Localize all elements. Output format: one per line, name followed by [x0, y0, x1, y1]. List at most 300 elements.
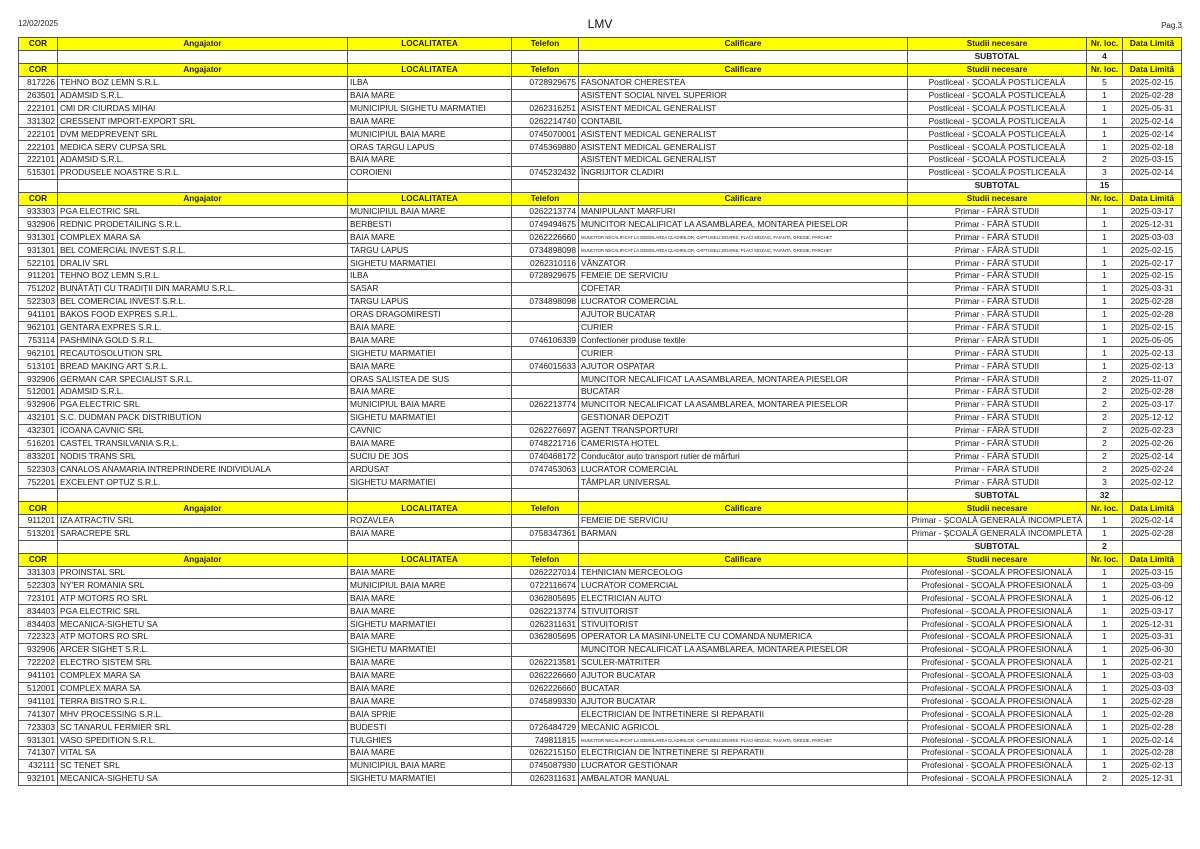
- cell-qualification: BARMAN: [579, 527, 908, 540]
- cell-deadline: 2025-03-03: [1123, 682, 1182, 695]
- cell-cor: 512001: [19, 386, 58, 399]
- empty-cell: [19, 540, 58, 553]
- cell-qualification: AJUTOR BUCATAR: [579, 308, 908, 321]
- cell-deadline: 2025-02-13: [1123, 347, 1182, 360]
- cell-qualification: MANIPULANT MARFURI: [579, 205, 908, 218]
- cell-positions: 3: [1087, 476, 1123, 489]
- cell-qualification: TEHNICIAN MERCEOLOG: [579, 566, 908, 579]
- cell-qualification: MUNCITOR NECALIFICAT LA DEMOLAREA CLADIRILOR, CAPTUSELI ZIDARIE, PLACI MOZAIC, FAIANTA, GRESIE, PARCHET: [579, 244, 908, 257]
- table-row: [19, 746, 1182, 759]
- cell-positions: 3: [1087, 166, 1123, 179]
- empty-cell: [19, 50, 58, 63]
- cell-positions: 1: [1087, 115, 1123, 128]
- cell-positions: 2: [1087, 424, 1123, 437]
- empty-cell: [512, 540, 579, 553]
- cell-qualification: LUCRATOR COMERCIAL: [579, 295, 908, 308]
- cell-deadline: 2025-11-07: [1123, 373, 1182, 386]
- subtotal-value: 15: [1087, 179, 1123, 192]
- cell-locality: ORAS SALISTEA DE SUS: [348, 373, 512, 386]
- column-header-deadline: Data Limită: [1123, 553, 1182, 566]
- cell-qualification: Conducător auto transport rutier de mărfuri: [579, 450, 908, 463]
- table-row: [19, 669, 1182, 682]
- cell-locality: BAIA SPRIE: [348, 708, 512, 721]
- cell-positions: 1: [1087, 347, 1123, 360]
- subtotal-label: SUBTOTAL: [908, 50, 1087, 63]
- cell-studies: Primar - FĂRĂ STUDII: [908, 347, 1087, 360]
- subtotal-row: [19, 540, 1182, 553]
- cell-studies: Primar - ȘCOALĂ GENERALĂ INCOMPLETĂ: [908, 527, 1087, 540]
- cell-cor: 911201: [19, 270, 58, 283]
- cell-employer: ADAMSID S.R.L.: [58, 89, 348, 102]
- cell-positions: 1: [1087, 566, 1123, 579]
- column-header-cor: COR: [19, 502, 58, 515]
- column-header-employer: Angajator: [58, 502, 348, 515]
- cell-positions: 1: [1087, 89, 1123, 102]
- cell-deadline: 2025-12-31: [1123, 618, 1182, 631]
- cell-cor: 723101: [19, 592, 58, 605]
- cell-positions: 1: [1087, 270, 1123, 283]
- cell-employer: GENTARA EXPRES S.R.L.: [58, 321, 348, 334]
- column-header-cor: COR: [19, 553, 58, 566]
- cell-cor: 432101: [19, 411, 58, 424]
- cell-studies: Profesional - ȘCOALĂ PROFESIONALĂ: [908, 772, 1087, 785]
- cell-deadline: 2025-03-03: [1123, 669, 1182, 682]
- cell-qualification: ASISTENT MEDICAL GENERALIST: [579, 154, 908, 167]
- cell-deadline: 2025-02-28: [1123, 89, 1182, 102]
- cell-qualification: Confectioner produse textile: [579, 334, 908, 347]
- column-header-qualification: Calificare: [579, 553, 908, 566]
- table-row: [19, 141, 1182, 154]
- cell-cor: 222101: [19, 128, 58, 141]
- column-header-cor: COR: [19, 63, 58, 76]
- cell-deadline: 2025-03-31: [1123, 282, 1182, 295]
- cell-qualification: MUNCITOR NECALIFICAT LA ASAMBLAREA, MONTAREA PIESELOR: [579, 643, 908, 656]
- cell-phone: 0262226660: [512, 669, 579, 682]
- cell-locality: ILBA: [348, 270, 512, 283]
- cell-qualification: BUCATAR: [579, 682, 908, 695]
- cell-phone: 0745087930: [512, 759, 579, 772]
- cell-qualification: SCULER-MATRITER: [579, 656, 908, 669]
- cell-qualification: STIVUITORIST: [579, 618, 908, 631]
- column-header-deadline: Data Limită: [1123, 38, 1182, 51]
- table-row: [19, 308, 1182, 321]
- cell-positions: 2: [1087, 398, 1123, 411]
- cell-locality: BAIA MARE: [348, 656, 512, 669]
- cell-positions: 2: [1087, 450, 1123, 463]
- cell-studies: Primar - FĂRĂ STUDII: [908, 476, 1087, 489]
- cell-qualification: LUCRATOR GESTIONAR: [579, 759, 908, 772]
- cell-phone: 0362805695: [512, 592, 579, 605]
- empty-cell: [579, 179, 908, 192]
- cell-employer: ELECTRO SISTEM SRL: [58, 656, 348, 669]
- cell-studies: Primar - FĂRĂ STUDII: [908, 308, 1087, 321]
- cell-studies: Primar - FĂRĂ STUDII: [908, 424, 1087, 437]
- table-row: [19, 514, 1182, 527]
- table-header-row: [19, 553, 1182, 566]
- empty-cell: [1123, 179, 1182, 192]
- cell-deadline: 2025-02-28: [1123, 721, 1182, 734]
- cell-studies: Primar - FĂRĂ STUDII: [908, 218, 1087, 231]
- cell-studies: Postliceal - ȘCOALĂ POSTLICEALĂ: [908, 76, 1087, 89]
- cell-employer: TERRA BISTRO S.R.L.: [58, 695, 348, 708]
- cell-deadline: 2025-02-14: [1123, 734, 1182, 747]
- cell-locality: ILBA: [348, 76, 512, 89]
- cell-qualification: AJUTOR BUCATAR: [579, 695, 908, 708]
- subtotal-value: 2: [1087, 540, 1123, 553]
- cell-employer: TEHNO BOZ LEMN S.R.L.: [58, 76, 348, 89]
- cell-studies: Primar - ȘCOALĂ GENERALĂ INCOMPLETĂ: [908, 514, 1087, 527]
- table-row: [19, 128, 1182, 141]
- cell-positions: 1: [1087, 643, 1123, 656]
- cell-positions: 1: [1087, 102, 1123, 115]
- empty-cell: [512, 50, 579, 63]
- cell-cor: 817226: [19, 76, 58, 89]
- cell-phone: [512, 282, 579, 295]
- column-header-positions: Nr. loc.: [1087, 63, 1123, 76]
- column-header-qualification: Calificare: [579, 192, 908, 205]
- cell-locality: BAIA MARE: [348, 566, 512, 579]
- cell-positions: 1: [1087, 514, 1123, 527]
- empty-cell: [58, 50, 348, 63]
- cell-cor: 522303: [19, 463, 58, 476]
- cell-positions: 1: [1087, 244, 1123, 257]
- column-header-locality: LOCALITATEA: [348, 502, 512, 515]
- cell-locality: MUNICIPIUL BAIA MARE: [348, 579, 512, 592]
- cell-phone: 0746015633: [512, 360, 579, 373]
- cell-deadline: 2025-03-17: [1123, 605, 1182, 618]
- subtotal-value: 32: [1087, 489, 1123, 502]
- cell-studies: Primar - FĂRĂ STUDII: [908, 411, 1087, 424]
- cell-studies: Profesional - ȘCOALĂ PROFESIONALĂ: [908, 669, 1087, 682]
- cell-locality: COROIENI: [348, 166, 512, 179]
- table-row: [19, 334, 1182, 347]
- cell-phone: 0745070001: [512, 128, 579, 141]
- table-row: [19, 270, 1182, 283]
- cell-employer: GERMAN CAR SPECIALIST S.R.L.: [58, 373, 348, 386]
- cell-studies: Primar - FĂRĂ STUDII: [908, 373, 1087, 386]
- cell-deadline: 2025-02-13: [1123, 360, 1182, 373]
- cell-employer: DRALIV SRL: [58, 257, 348, 270]
- column-header-employer: Angajator: [58, 553, 348, 566]
- cell-employer: ADAMSID S.R.L.: [58, 154, 348, 167]
- cell-qualification: FEMEIE DE SERVICIU: [579, 514, 908, 527]
- cell-deadline: 2025-02-18: [1123, 141, 1182, 154]
- table-row: [19, 721, 1182, 734]
- cell-employer: NY'ER ROMANIA SRL: [58, 579, 348, 592]
- cell-cor: 522303: [19, 295, 58, 308]
- cell-qualification: ELECTRICIAN AUTO: [579, 592, 908, 605]
- cell-positions: 1: [1087, 205, 1123, 218]
- cell-cor: 931301: [19, 244, 58, 257]
- table-row: [19, 244, 1182, 257]
- cell-locality: BERBESTI: [348, 218, 512, 231]
- column-header-phone: Telefon: [512, 192, 579, 205]
- table-row: [19, 656, 1182, 669]
- column-header-employer: Angajator: [58, 63, 348, 76]
- cell-locality: SIGHETU MARMATIEI: [348, 772, 512, 785]
- cell-qualification: GESTIONAR DEPOZIT: [579, 411, 908, 424]
- cell-studies: Primar - FĂRĂ STUDII: [908, 398, 1087, 411]
- table-row: [19, 566, 1182, 579]
- empty-cell: [579, 489, 908, 502]
- cell-cor: 941101: [19, 669, 58, 682]
- cell-studies: Profesional - ȘCOALĂ PROFESIONALĂ: [908, 721, 1087, 734]
- cell-studies: Postliceal - ȘCOALĂ POSTLICEALĂ: [908, 128, 1087, 141]
- cell-locality: BAIA MARE: [348, 321, 512, 334]
- cell-studies: Primar - FĂRĂ STUDII: [908, 257, 1087, 270]
- empty-cell: [348, 489, 512, 502]
- cell-phone: [512, 476, 579, 489]
- cell-cor: 722202: [19, 656, 58, 669]
- empty-cell: [1123, 540, 1182, 553]
- cell-phone: [512, 347, 579, 360]
- cell-employer: SC TENET SRL: [58, 759, 348, 772]
- cell-positions: 1: [1087, 282, 1123, 295]
- cell-locality: BAIA MARE: [348, 695, 512, 708]
- cell-locality: SIGHETU MARMATIEI: [348, 347, 512, 360]
- cell-positions: 2: [1087, 411, 1123, 424]
- cell-employer: SC TANARUL FERMIER SRL: [58, 721, 348, 734]
- cell-positions: 1: [1087, 334, 1123, 347]
- column-header-locality: LOCALITATEA: [348, 192, 512, 205]
- cell-employer: BEL COMERCIAL INVEST S.R.L.: [58, 244, 348, 257]
- cell-qualification: FEMEIE DE SERVICIU: [579, 270, 908, 283]
- table-header-row: [19, 38, 1182, 51]
- cell-deadline: 2025-03-09: [1123, 579, 1182, 592]
- document-title: LMV: [587, 17, 613, 31]
- cell-qualification: VÂNZATOR: [579, 257, 908, 270]
- cell-locality: MUNICIPIUL BAIA MARE: [348, 205, 512, 218]
- cell-deadline: 2025-02-15: [1123, 321, 1182, 334]
- cell-deadline: 2025-02-12: [1123, 476, 1182, 489]
- cell-locality: SIGHETU MARMATIEI: [348, 257, 512, 270]
- cell-cor: 941101: [19, 308, 58, 321]
- table-row: [19, 695, 1182, 708]
- cell-locality: SASAR: [348, 282, 512, 295]
- cell-cor: 515301: [19, 166, 58, 179]
- cell-deadline: 2025-02-28: [1123, 386, 1182, 399]
- cell-locality: BAIA MARE: [348, 231, 512, 244]
- cell-cor: 222101: [19, 141, 58, 154]
- cell-phone: [512, 154, 579, 167]
- cell-positions: 1: [1087, 746, 1123, 759]
- cell-studies: Primar - FĂRĂ STUDII: [908, 321, 1087, 334]
- cell-cor: 516201: [19, 437, 58, 450]
- cell-employer: COMPLEX MARA SA: [58, 669, 348, 682]
- empty-cell: [348, 50, 512, 63]
- table-row: [19, 527, 1182, 540]
- cell-phone: 0726484729: [512, 721, 579, 734]
- cell-qualification: MUNCITOR NECALIFICAT LA ASAMBLAREA, MONTAREA PIESELOR: [579, 218, 908, 231]
- cell-qualification: MUNCITOR NECALIFICAT LA DEMOLAREA CLADIRILOR, CAPTUSELI ZIDARIE, PLACI MOZAIC, FAIANTA, GRESIE, PARCHET: [579, 734, 908, 747]
- column-header-phone: Telefon: [512, 38, 579, 51]
- cell-phone: [512, 89, 579, 102]
- cell-positions: 1: [1087, 618, 1123, 631]
- cell-phone: 0262310116: [512, 257, 579, 270]
- table-row: [19, 579, 1182, 592]
- cell-employer: COMPLEX MARA SA: [58, 682, 348, 695]
- cell-studies: Postliceal - ȘCOALĂ POSTLICEALĂ: [908, 154, 1087, 167]
- cell-positions: 1: [1087, 734, 1123, 747]
- column-header-studies: Studii necesare: [908, 192, 1087, 205]
- cell-positions: 1: [1087, 308, 1123, 321]
- cell-positions: 1: [1087, 321, 1123, 334]
- cell-employer: ATP MOTORS RO SRL: [58, 592, 348, 605]
- table-row: [19, 231, 1182, 244]
- cell-studies: Profesional - ȘCOALĂ PROFESIONALĂ: [908, 643, 1087, 656]
- cell-cor: 932906: [19, 218, 58, 231]
- cell-locality: SIGHETU MARMATIEI: [348, 618, 512, 631]
- column-header-locality: LOCALITATEA: [348, 38, 512, 51]
- empty-cell: [19, 489, 58, 502]
- cell-locality: BAIA MARE: [348, 527, 512, 540]
- cell-studies: Profesional - ȘCOALĂ PROFESIONALĂ: [908, 605, 1087, 618]
- subtotal-row: [19, 179, 1182, 192]
- cell-deadline: 2025-02-14: [1123, 128, 1182, 141]
- cell-employer: DVM MEDPREVENT SRL: [58, 128, 348, 141]
- cell-locality: SIGHETU MARMATIEI: [348, 476, 512, 489]
- table-row: [19, 218, 1182, 231]
- table-row: [19, 592, 1182, 605]
- cell-phone: 0262213774: [512, 605, 579, 618]
- cell-phone: 0262276697: [512, 424, 579, 437]
- cell-qualification: ELECTRICIAN DE ÎNTRETINERE SI REPARATII: [579, 708, 908, 721]
- cell-qualification: CAMERISTA HOTEL: [579, 437, 908, 450]
- cell-cor: 513101: [19, 360, 58, 373]
- cell-qualification: BUCATAR: [579, 386, 908, 399]
- table-body: [19, 38, 1182, 786]
- cell-employer: CASTEL TRANSILVANIA S.R.L.: [58, 437, 348, 450]
- cell-cor: 932906: [19, 398, 58, 411]
- cell-positions: 1: [1087, 218, 1123, 231]
- cell-cor: 263501: [19, 89, 58, 102]
- cell-cor: 741307: [19, 708, 58, 721]
- cell-cor: 522303: [19, 579, 58, 592]
- cell-positions: 1: [1087, 656, 1123, 669]
- column-header-employer: Angajator: [58, 192, 348, 205]
- cell-studies: Postliceal - ȘCOALĂ POSTLICEALĂ: [908, 89, 1087, 102]
- cell-phone: 0758347361: [512, 527, 579, 540]
- table-row: [19, 424, 1182, 437]
- cell-locality: BAIA MARE: [348, 334, 512, 347]
- table-row: [19, 373, 1182, 386]
- cell-qualification: CURIER: [579, 321, 908, 334]
- cell-employer: PGA ELECTRIC SRL: [58, 205, 348, 218]
- cell-phone: 0262213774: [512, 398, 579, 411]
- cell-cor: 513201: [19, 527, 58, 540]
- cell-deadline: 2025-06-30: [1123, 643, 1182, 656]
- cell-positions: 1: [1087, 630, 1123, 643]
- cell-studies: Primar - FĂRĂ STUDII: [908, 463, 1087, 476]
- cell-studies: Profesional - ȘCOALĂ PROFESIONALĂ: [908, 759, 1087, 772]
- cell-employer: CANALOS ANAMARIA INTREPRINDERE INDIVIDUALA: [58, 463, 348, 476]
- table-row: [19, 89, 1182, 102]
- cell-positions: 1: [1087, 231, 1123, 244]
- cell-cor: 962101: [19, 347, 58, 360]
- empty-cell: [1123, 50, 1182, 63]
- cell-cor: 932101: [19, 772, 58, 785]
- cell-positions: 1: [1087, 360, 1123, 373]
- cell-studies: Primar - FĂRĂ STUDII: [908, 334, 1087, 347]
- column-header-positions: Nr. loc.: [1087, 502, 1123, 515]
- table-row: [19, 360, 1182, 373]
- cell-qualification: AJUTOR BUCATAR: [579, 669, 908, 682]
- table-row: [19, 282, 1182, 295]
- cell-phone: 0745232432: [512, 166, 579, 179]
- cell-studies: Primar - FĂRĂ STUDII: [908, 295, 1087, 308]
- cell-studies: Profesional - ȘCOALĂ PROFESIONALĂ: [908, 618, 1087, 631]
- subtotal-value: 4: [1087, 50, 1123, 63]
- cell-qualification: ÎNGRIJITOR CLADIRI: [579, 166, 908, 179]
- cell-cor: 723303: [19, 721, 58, 734]
- subtotal-row: [19, 50, 1182, 63]
- cell-qualification: AJUTOR OSPATAR: [579, 360, 908, 373]
- column-header-cor: COR: [19, 192, 58, 205]
- cell-locality: TULGHIES: [348, 734, 512, 747]
- cell-positions: 2: [1087, 772, 1123, 785]
- cell-employer: VASO SPEDITION S.R.L.: [58, 734, 348, 747]
- empty-cell: [579, 540, 908, 553]
- cell-phone: 0262311631: [512, 772, 579, 785]
- cell-locality: BAIA MARE: [348, 669, 512, 682]
- column-header-cor: COR: [19, 38, 58, 51]
- cell-studies: Profesional - ȘCOALĂ PROFESIONALĂ: [908, 579, 1087, 592]
- empty-cell: [19, 179, 58, 192]
- cell-phone: 0262213774: [512, 205, 579, 218]
- cell-qualification: LUCRATOR COMERCIAL: [579, 579, 908, 592]
- cell-phone: 0740468172: [512, 450, 579, 463]
- column-header-employer: Angajator: [58, 38, 348, 51]
- cell-cor: 911201: [19, 514, 58, 527]
- cell-employer: ADAMSID S.R.L.: [58, 386, 348, 399]
- column-header-studies: Studii necesare: [908, 38, 1087, 51]
- cell-employer: PRODUSELE NOASTRE S.R.L.: [58, 166, 348, 179]
- cell-locality: MUNICIPIUL BAIA MARE: [348, 398, 512, 411]
- cell-employer: VITAL SA: [58, 746, 348, 759]
- cell-deadline: 2025-02-23: [1123, 424, 1182, 437]
- cell-cor: 752201: [19, 476, 58, 489]
- cell-locality: MUNICIPIUL SIGHETU MARMATIEI: [348, 102, 512, 115]
- cell-phone: 0749494675: [512, 218, 579, 231]
- cell-locality: BAIA MARE: [348, 386, 512, 399]
- column-header-studies: Studii necesare: [908, 502, 1087, 515]
- table-row: [19, 386, 1182, 399]
- cell-phone: 0262226660: [512, 682, 579, 695]
- cell-phone: 0262311631: [512, 618, 579, 631]
- cell-qualification: STIVUITORIST: [579, 605, 908, 618]
- empty-cell: [348, 179, 512, 192]
- cell-cor: 753114: [19, 334, 58, 347]
- table-row: [19, 295, 1182, 308]
- cell-employer: BEL COMERCIAL INVEST S.R.L.: [58, 295, 348, 308]
- table-header-row: [19, 63, 1182, 76]
- table-row: [19, 115, 1182, 128]
- cell-phone: [512, 411, 579, 424]
- cell-locality: BAIA MARE: [348, 605, 512, 618]
- cell-deadline: 2025-03-17: [1123, 205, 1182, 218]
- column-header-positions: Nr. loc.: [1087, 553, 1123, 566]
- cell-qualification: MECANIC AGRICOL: [579, 721, 908, 734]
- cell-phone: 0728929675: [512, 76, 579, 89]
- cell-employer: PROINSTAL SRL: [58, 566, 348, 579]
- cell-deadline: 2025-02-26: [1123, 437, 1182, 450]
- cell-studies: Primar - FĂRĂ STUDII: [908, 231, 1087, 244]
- cell-cor: 834403: [19, 605, 58, 618]
- cell-positions: 2: [1087, 463, 1123, 476]
- cell-phone: 0745369880: [512, 141, 579, 154]
- cell-phone: 0745899330: [512, 695, 579, 708]
- cell-studies: Primar - FĂRĂ STUDII: [908, 282, 1087, 295]
